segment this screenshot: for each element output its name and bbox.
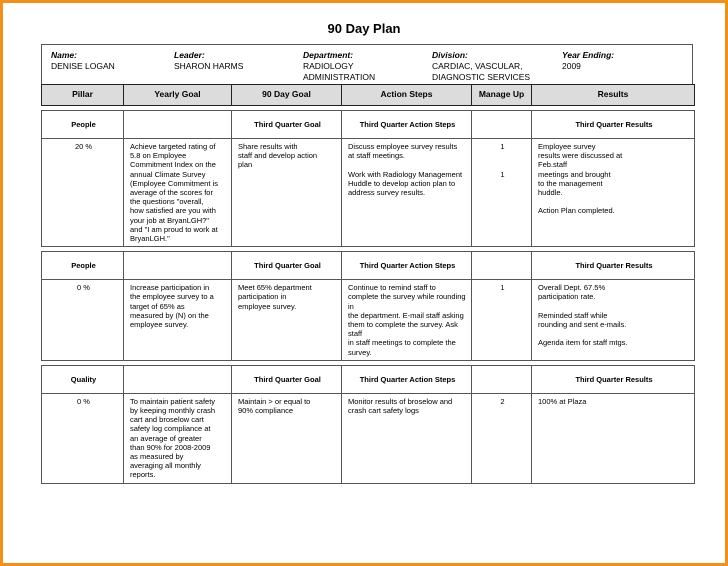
header-division bbox=[432, 50, 530, 83]
plan-table bbox=[41, 84, 695, 484]
header-label: Leader: bbox=[174, 50, 205, 60]
pillar-weight: 0 % bbox=[42, 393, 124, 483]
section-header-row bbox=[42, 252, 695, 280]
column-header: Manage Up bbox=[472, 85, 532, 106]
section-content-row bbox=[42, 280, 695, 361]
header-label: Year Ending: bbox=[562, 50, 615, 60]
column-header: 90 Day Goal bbox=[232, 85, 342, 106]
column-header: Results bbox=[532, 85, 695, 106]
manage-up: 2 bbox=[472, 393, 532, 483]
yearly-goal: To maintain patient safety by keeping monthly crash cart and broselow cart safety log compliance at an average of greater than 90% for 2008-2009 as measured by averaging all monthly reports. bbox=[124, 393, 232, 483]
header-label: Division: bbox=[432, 50, 468, 60]
column-header: Yearly Goal bbox=[124, 85, 232, 106]
column-header: Pillar bbox=[42, 85, 124, 106]
pillar-name: People bbox=[42, 111, 124, 139]
goal-heading: Third Quarter Goal bbox=[232, 111, 342, 139]
header-label: Name: bbox=[51, 50, 77, 60]
page-title: 90 Day Plan bbox=[327, 21, 401, 36]
results: 100% at Plaza bbox=[532, 393, 695, 483]
results-heading: Third Quarter Results bbox=[532, 252, 695, 280]
results-heading: Third Quarter Results bbox=[532, 111, 695, 139]
section-content-row bbox=[42, 393, 695, 483]
results-heading: Third Quarter Results bbox=[532, 365, 695, 393]
pillar-weight: 20 % bbox=[42, 139, 124, 247]
results: Overall Dept. 67.5% participation rate. Reminded staff while rounding and sent e-mails. Agenda item for staff mtgs. bbox=[532, 280, 695, 361]
header-value: 2009 bbox=[562, 61, 581, 71]
steps-heading: Third Quarter Action Steps bbox=[342, 365, 472, 393]
action-steps: Continue to remind staff to complete the survey while rounding in the department. E-mail staff asking them to complete the survey. Ask staff in staff meetings to complete the survey. bbox=[342, 280, 472, 361]
header-value: RADIOLOGY ADMINISTRATION bbox=[303, 61, 376, 82]
yearly-goal: Increase participation in the employee survey to a target of 65% as measured by (N) on the employee survey. bbox=[124, 280, 232, 361]
action-steps: Monitor results of broselow and crash cart safety logs bbox=[342, 393, 472, 483]
section-header-row bbox=[42, 365, 695, 393]
section-content-row bbox=[42, 139, 695, 247]
section-header-row bbox=[42, 111, 695, 139]
header-name bbox=[51, 50, 115, 72]
header-value: DENISE LOGAN bbox=[51, 61, 115, 71]
yearly-goal: Achieve targeted rating of 5.8 on Employee Commitment Index on the annual Climate Survey (Employee Commitment is average of the scores for the questions "overall, how satisfied are you with your job at BryanLGH?" and "I am proud to work at BryanLGH." bbox=[124, 139, 232, 247]
steps-heading: Third Quarter Action Steps bbox=[342, 111, 472, 139]
ninety-day-goal: Maintain > or equal to 90% compliance bbox=[232, 393, 342, 483]
pillar-weight: 0 % bbox=[42, 280, 124, 361]
manage-up: 1 1 bbox=[472, 139, 532, 247]
plan-header bbox=[41, 44, 693, 85]
action-steps: Discuss employee survey results at staff meetings. Work with Radiology Management Huddle to develop action plan to address survey results. bbox=[342, 139, 472, 247]
column-header: Action Steps bbox=[342, 85, 472, 106]
column-header-row bbox=[42, 85, 695, 106]
header-department bbox=[303, 50, 375, 83]
header-value: SHARON HARMS bbox=[174, 61, 244, 71]
manage-up: 1 bbox=[472, 280, 532, 361]
pillar-name: Quality bbox=[42, 365, 124, 393]
results: Employee survey results were discussed at Feb.staff meetings and brought to the management huddle. Action Plan completed. bbox=[532, 139, 695, 247]
ninety-day-goal: Share results with staff and develop action plan bbox=[232, 139, 342, 247]
steps-heading: Third Quarter Action Steps bbox=[342, 252, 472, 280]
ninety-day-goal: Meet 65% department participation in employee survey. bbox=[232, 280, 342, 361]
header-leader bbox=[174, 50, 243, 72]
header-value: CARDIAC, VASCULAR, DIAGNOSTIC SERVICES bbox=[432, 61, 531, 82]
pillar-name: People bbox=[42, 252, 124, 280]
goal-heading: Third Quarter Goal bbox=[232, 252, 342, 280]
goal-heading: Third Quarter Goal bbox=[232, 365, 342, 393]
header-label: Department: bbox=[303, 50, 354, 60]
header-year-ending bbox=[562, 50, 614, 72]
